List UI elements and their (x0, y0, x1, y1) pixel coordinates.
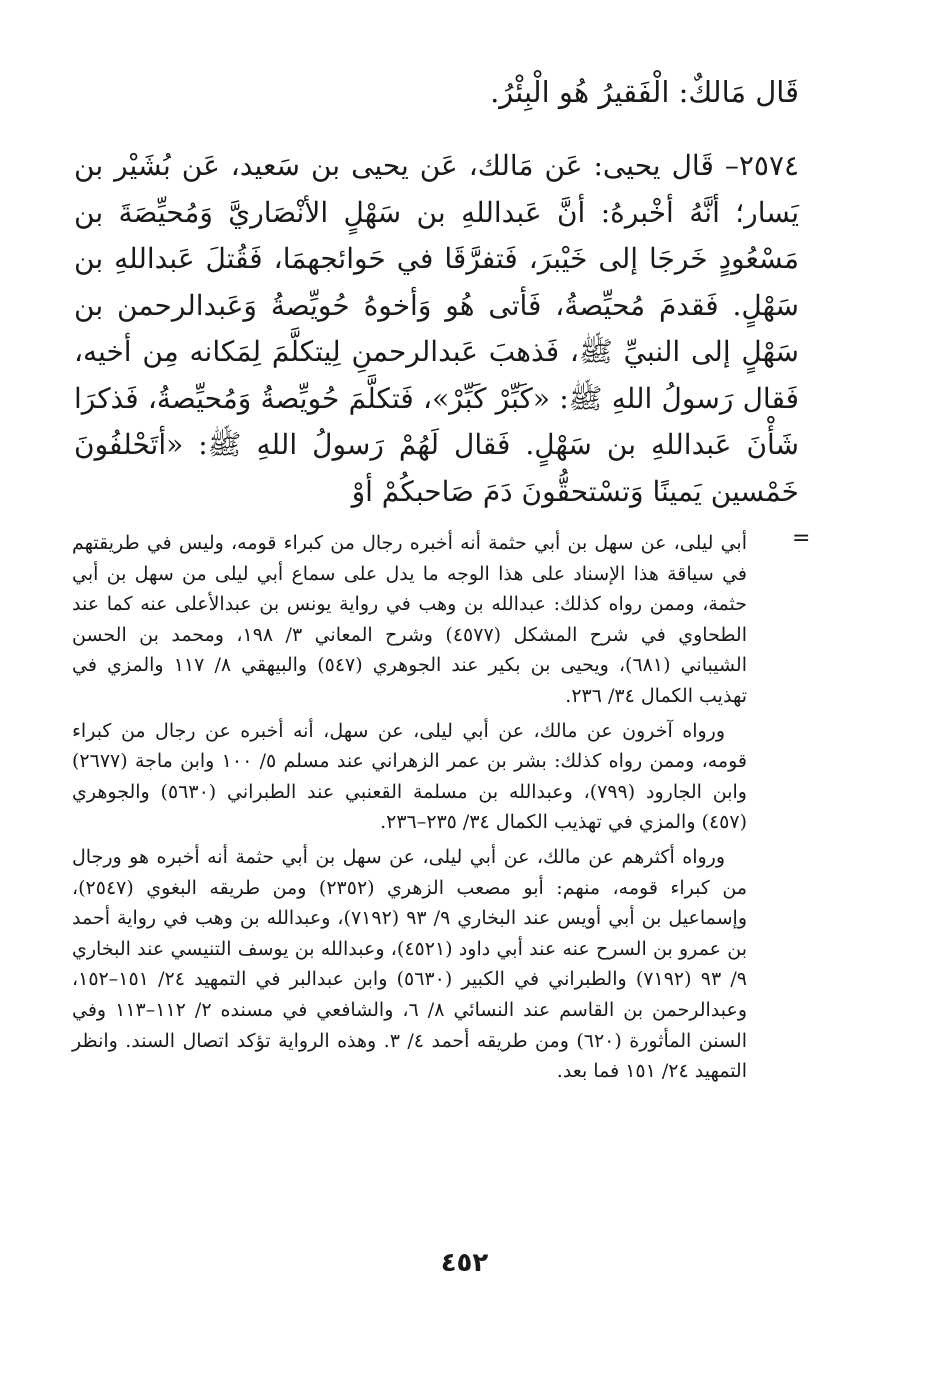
opening-line: قَال مَالكٌ: الْفَقيرُ هُو الْبِئْرُ. (490, 75, 799, 109)
footnote-continuation-marker: = (792, 526, 811, 551)
hadith-2574-text: ٢٥٧٤– قَال يحيى: عَن مَالك، عَن يحيى بن سَعيد، عَن بُشَيْر بن يَسار؛ أنَّهُ أخْبرهُ: أنَّ عَبداللهِ بن سَهْلٍ الأنْصَاريَّ وَمُحيِّصَةَ بن مَسْعُودٍ خَرجَا إلى خَيْبرَ، فَتفرَّقَا في حَوائجهمَا، فَقُتلَ عَبداللهِ بن سَهْلٍ. فَقدمَ مُحيِّصةُ، فَأتى هُو وَأخوهُ حُويِّصةُ وَعَبدالرحمن بن سَهْلٍ إلى النبيِّ ﷺ، فَذهبَ عَبدالرحمنِ لِيتكلَّمَ لِمَكانه مِن أخيه، فَقال رَسولُ اللهِ ﷺ: «كَبِّرْ كَبِّرْ»، فَتكلَّمَ حُويِّصةُ وَمُحيِّصةُ، فَذكرَا شَأْنَ عَبداللهِ بن سَهْلٍ. فَقال لَهُمْ رَسولُ اللهِ ﷺ: «أتَحْلفُونَ خَمْسين يَمينًا وَتسْتحقُّونَ دَمَ صَاحبكُمْ أوْ (74, 149, 800, 508)
page-number: ٤٥٢ (440, 1248, 489, 1278)
footnote-paragraph: أبي ليلى، عن سهل بن أبي حثمة أنه أخبره رجال من كبراء قومه، وليس في طريقتهم في سياقة هذا الإسناد على هذا الوجه ما يدل على سماع أبي ليلى من سهل بن أبي حثمة، وممن رواه كذلك: عبدالله بن وهب في رواية يونس بن عبدالأعلى عنه كما عند الطحاوي في شرح المشكل (٤٥٧٧) وشرح المعاني ٣/ ١٩٨، ومحمد بن الحسن الشيباني (٦٨١)، ويحيى بن بكير عند الجوهري (٥٤٧) والبيهقي ٨/ ١١٧ والمزي في تهذيب الكمال ٣٤/ ٢٣٦. (72, 532, 747, 707)
footnotes (72, 528, 747, 1091)
footnote-paragraph: ورواه أكثرهم عن مالك، عن أبي ليلى، عن سهل بن أبي حثمة أنه أخبره هو ورجال من كبراء قومه، منهم: أبو مصعب الزهري (٢٣٥٢) ومن طريقه البغوي (٢٥٤٧)، وإسماعيل بن أبي أويس عند البخاري ٩/ ٩٣ (٧١٩٢)، وعبدالله بن وهب في رواية أحمد بن عمرو بن السرح عنه عند أبي داود (٤٥٢١)، وعبدالله بن يوسف التنيسي عند البخاري ٩/ ٩٣ (٧١٩٢) والطبراني في الكبير (٥٦٣٠) وابن عبدالبر في التمهيد ٢٤/ ١٥١–١٥٢، وعبدالرحمن بن القاسم عند النسائي ٨/ ٦، والشافعي في مسنده ٢/ ١١٢–١١٣ وفي السنن المأثورة (٦٢٠) ومن طريقه أحمد ٤/ ٣. وهذه الرواية تؤكد اتصال السند. وانظر التمهيد ٢٤/ ١٥١ فما بعد. (72, 845, 747, 1083)
footnote-paragraph: ورواه آخرون عن مالك، عن أبي ليلى، عن سهل، أنه أخبره عن رجال من كبراء قومه، وممن رواه كذلك: بشر بن عمر الزهراني عند مسلم ٥/ ١٠٠ وابن ماجة (٢٦٧٧) وابن الجارود (٧٩٩)، وعبدالله بن مسلمة القعنبي عند الطبراني (٥٦٣٠) والجوهري (٤٥٧) والمزي في تهذيب الكمال ٣٤/ ٢٣٥–٢٣٦. (72, 719, 747, 834)
